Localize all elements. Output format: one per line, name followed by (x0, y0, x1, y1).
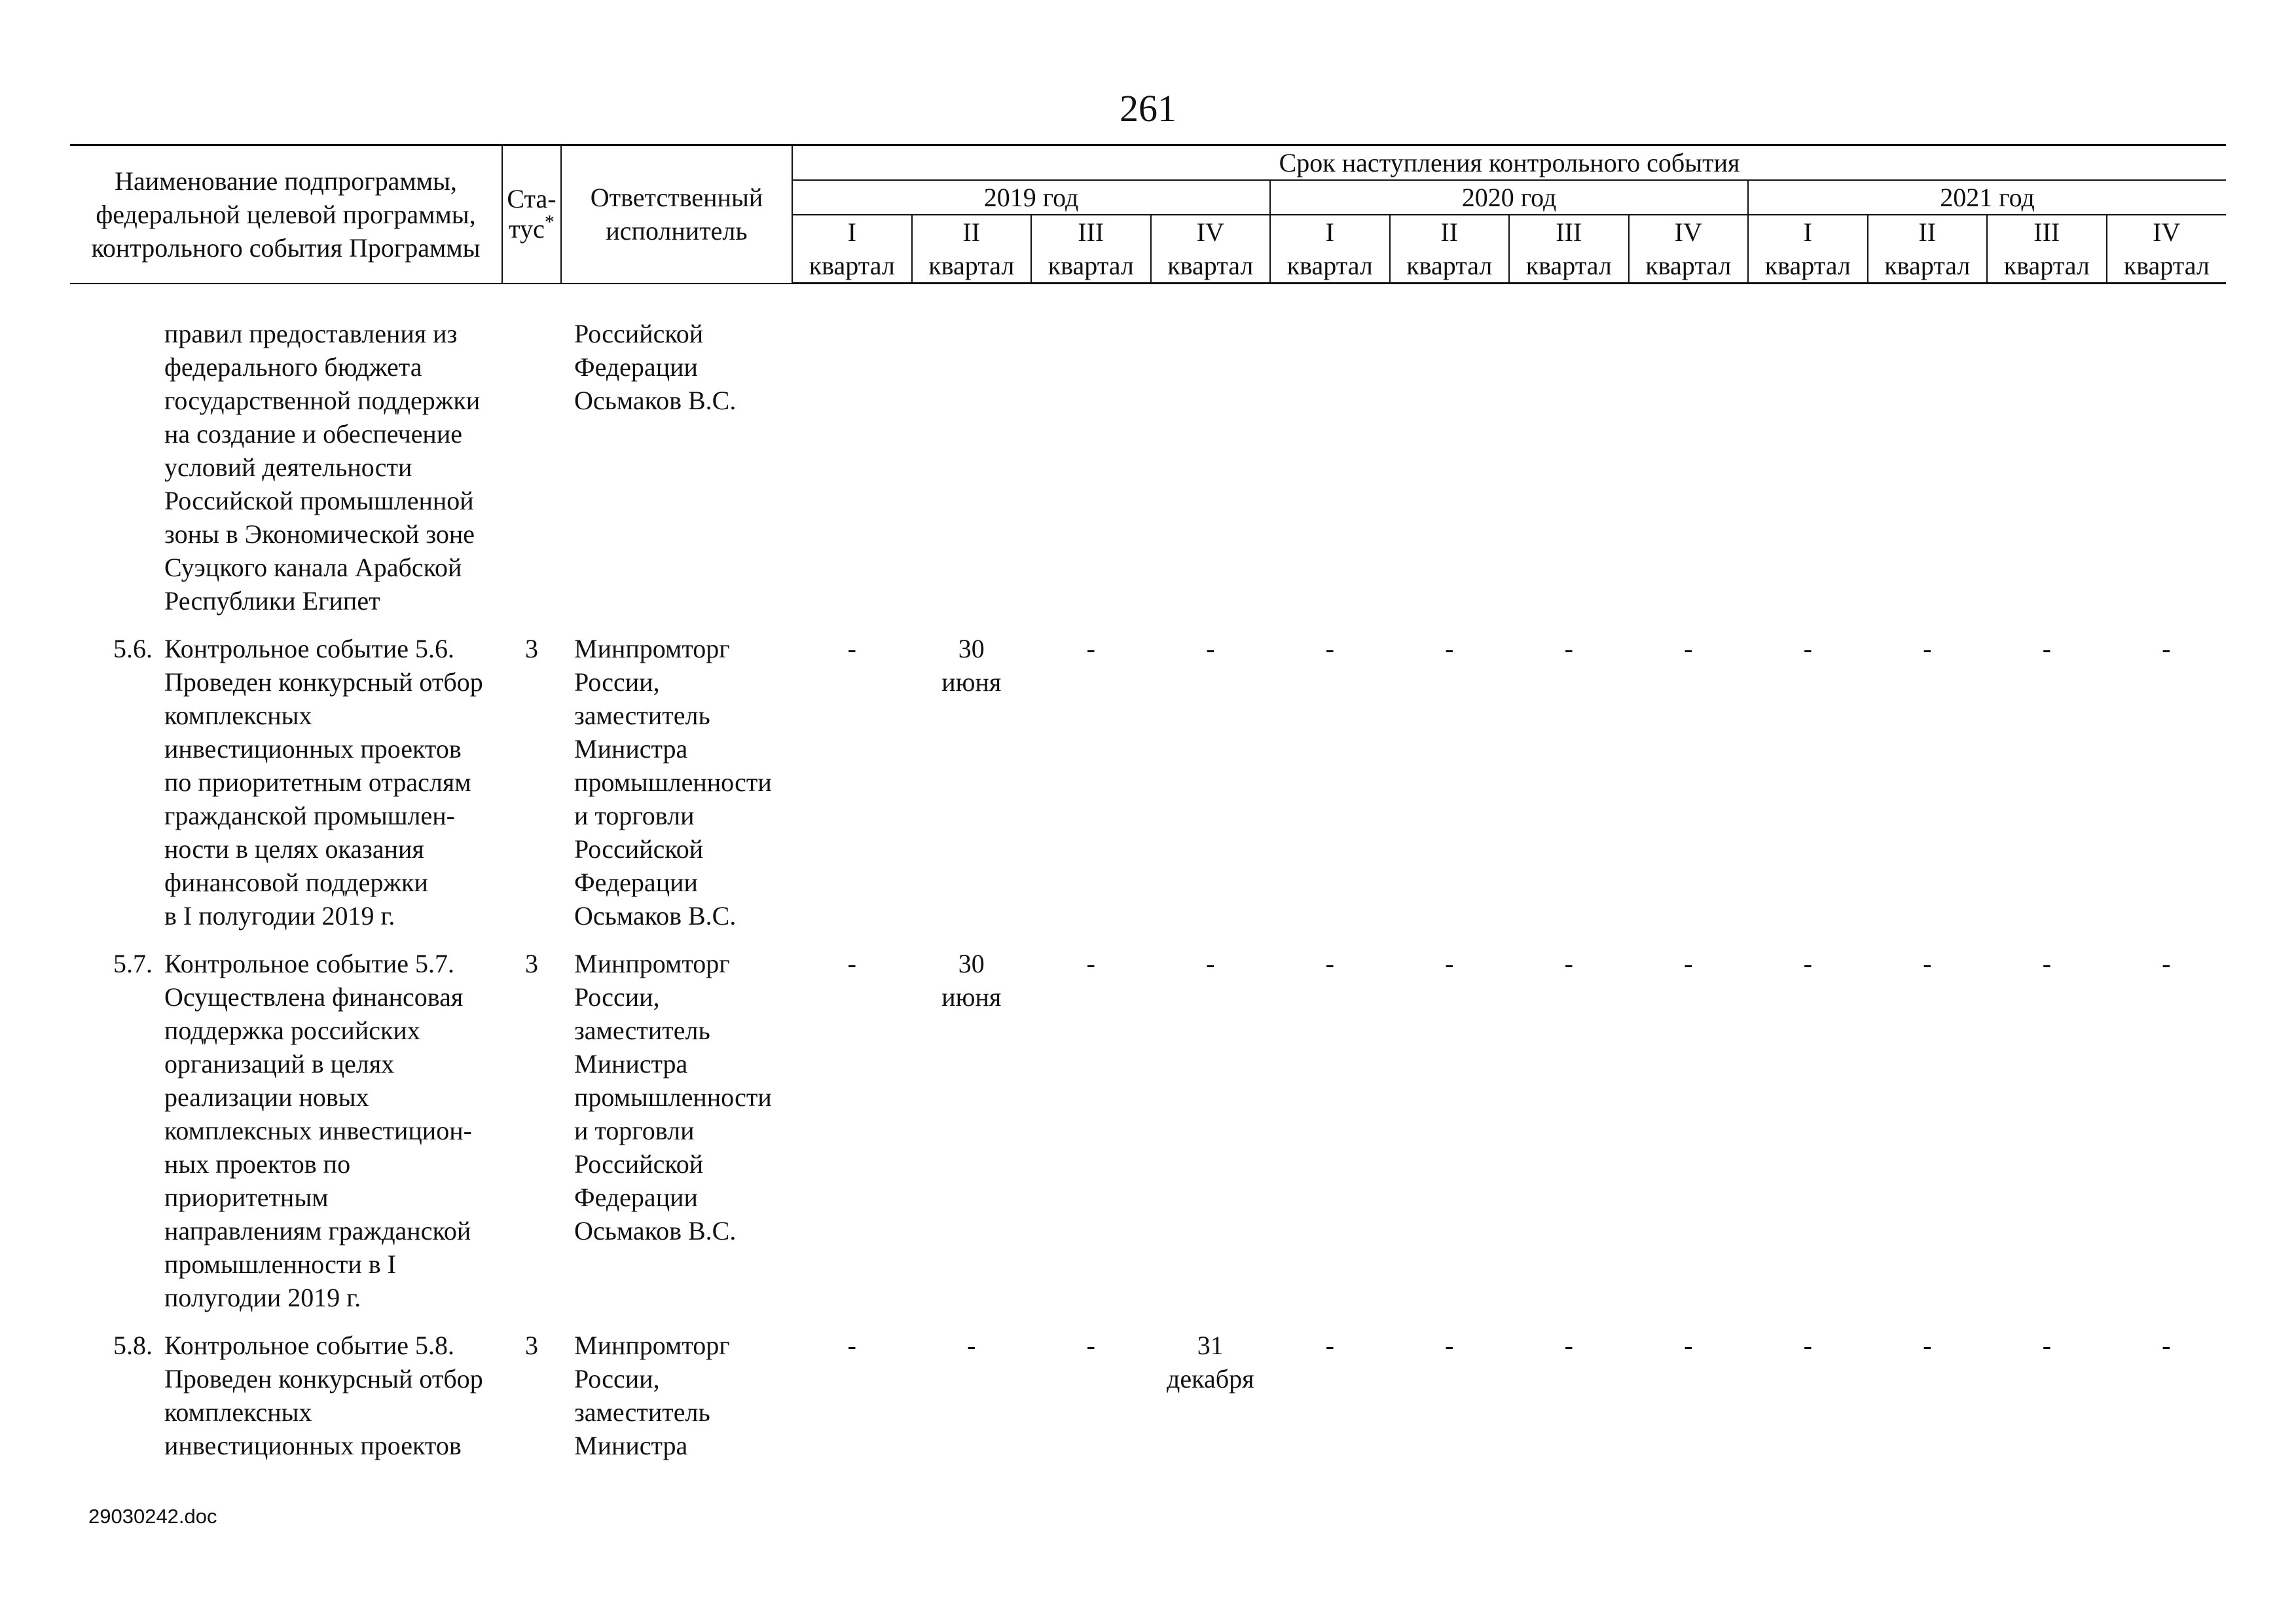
quarter-deadline: - (1325, 949, 1334, 978)
quarter-deadline: - (847, 634, 856, 663)
quarter-deadline (1629, 317, 1749, 618)
event-number: 5.8. (113, 1331, 153, 1360)
event-name-line: комплексных (164, 1397, 312, 1427)
event-status: 3 (525, 949, 538, 978)
event-name-line: поддержка российских (164, 1016, 420, 1045)
header-deadline-group: Срок наступления контрольного события (792, 145, 2226, 181)
event-responsible-line: Российской (574, 1149, 704, 1179)
quarter-deadline: - (2042, 949, 2051, 978)
quarter-deadline (2107, 317, 2227, 618)
header-quarter-number: III (1031, 215, 1151, 249)
event-responsible (561, 947, 792, 1314)
event-responsible-line: Федерации (574, 352, 698, 382)
event-responsible-line: Минпромторг (574, 1331, 730, 1360)
quarter-deadline: 30 июня (941, 634, 1002, 697)
event-number: 5.6. (113, 634, 153, 663)
event-name-line: Контрольное событие 5.8. (164, 1331, 455, 1360)
header-quarter-word: квартал (1390, 249, 1510, 284)
header-quarter-number: II (1390, 215, 1510, 249)
event-name-line: по приоритетным отраслям (164, 767, 471, 797)
quarter-deadline: - (847, 1331, 856, 1360)
event-name-line: полугодии 2019 г. (164, 1283, 361, 1312)
quarter-deadline: - (2162, 949, 2171, 978)
header-year: 2021 год (1748, 180, 2226, 215)
quarter-deadline: - (1803, 1331, 1812, 1360)
quarter-deadline: 31 декабря (1167, 1331, 1254, 1393)
event-name-line: Проведен конкурсный отбор (164, 1364, 483, 1393)
header-quarter-number: I (1270, 215, 1390, 249)
event-name-line: финансовой поддержки (164, 868, 428, 897)
event-name-line: направлениям гражданской (164, 1216, 471, 1246)
event-responsible-line: Федерации (574, 868, 698, 897)
event-name-line: зоны в Экономической зоне (164, 519, 475, 549)
quarter-deadline: - (1086, 1331, 1095, 1360)
event-name-line: Контрольное событие 5.6. (164, 634, 455, 663)
header-quarter-number: II (1868, 215, 1988, 249)
quarter-deadline: - (2042, 634, 2051, 663)
quarter-deadline: - (1445, 634, 1454, 663)
quarter-deadline (1868, 317, 1988, 618)
event-name-line: организаций в целях (164, 1049, 395, 1079)
header-status-column: Ста- тус* (502, 145, 561, 284)
quarter-deadline (1748, 317, 1868, 618)
event-responsible-line: и торговли (574, 801, 695, 830)
quarter-deadline (912, 317, 1032, 618)
quarter-deadline: - (1206, 634, 1215, 663)
quarter-deadline (1151, 317, 1271, 618)
event-responsible-line: России, (574, 667, 660, 697)
quarter-deadline: - (1086, 634, 1095, 663)
header-quarter-word: квартал (792, 249, 912, 284)
quarter-deadline: - (1684, 949, 1693, 978)
quarter-deadline: - (1923, 949, 1932, 978)
event-name-line: инвестиционных проектов (164, 734, 462, 764)
event-name-line: государственной поддержки (164, 386, 481, 415)
event-name-line: правил предоставления из (164, 319, 458, 348)
event-responsible-line: Осьмаков В.С. (574, 386, 737, 415)
event-name-line: условий деятельности (164, 452, 412, 482)
header-quarter-number: IV (1629, 215, 1749, 249)
table-row (70, 947, 2226, 1314)
quarter-deadline: - (967, 1331, 976, 1360)
event-name-line: Контрольное событие 5.7. (164, 949, 455, 978)
quarter-deadline: - (1564, 949, 1573, 978)
page-number: 261 (1120, 87, 1176, 130)
table-row (70, 632, 2226, 932)
event-name-line: гражданской промышлен- (164, 801, 455, 830)
table-header (70, 145, 2226, 284)
quarter-deadline: - (1206, 949, 1215, 978)
event-name-line: ных проектов по (164, 1149, 351, 1179)
event-responsible-line: Российской (574, 834, 704, 864)
event-name-line: Осуществлена финансовая (164, 982, 464, 1012)
header-quarter-word: квартал (1629, 249, 1749, 284)
table-row (70, 1329, 2226, 1462)
quarter-deadline: - (1086, 949, 1095, 978)
event-number (70, 317, 162, 618)
event-name (162, 1329, 483, 1462)
event-name-line: Российской промышленной (164, 486, 474, 515)
header-quarter-number: II (912, 215, 1032, 249)
event-responsible-line: Минпромторг (574, 634, 730, 663)
quarter-deadline (1390, 317, 1510, 618)
header-quarter-number: III (1509, 215, 1629, 249)
event-cell (70, 1329, 502, 1462)
event-name-line: в I полугодии 2019 г. (164, 901, 395, 931)
header-quarter-word: квартал (1031, 249, 1151, 284)
quarter-deadline: - (1325, 1331, 1334, 1360)
quarter-deadline: - (1445, 1331, 1454, 1360)
header-quarter-word: квартал (912, 249, 1032, 284)
footer-filename: 29030242.doc (88, 1505, 217, 1528)
event-status: 3 (525, 1331, 538, 1360)
quarter-deadline: - (2162, 1331, 2171, 1360)
event-name-line: на создание и обеспечение (164, 419, 462, 449)
event-name (162, 632, 483, 932)
event-status (502, 317, 561, 618)
event-name-line: Проведен конкурсный отбор (164, 667, 483, 697)
quarter-deadline: - (2042, 1331, 2051, 1360)
header-quarter-word: квартал (1868, 249, 1988, 284)
control-events-table (70, 144, 2226, 1462)
event-name-line: федерального бюджета (164, 352, 422, 382)
quarter-deadline: - (1684, 634, 1693, 663)
event-responsible-line: Осьмаков В.С. (574, 1216, 737, 1246)
header-quarter-word: квартал (1509, 249, 1629, 284)
event-name (162, 317, 480, 618)
event-responsible-line: заместитель (574, 701, 710, 730)
event-responsible-line: Минпромторг (574, 949, 730, 978)
quarter-deadline (1509, 317, 1629, 618)
header-quarter-number: IV (1151, 215, 1271, 249)
quarter-deadline: - (1564, 1331, 1573, 1360)
event-cell (70, 317, 502, 618)
event-responsible-line: Министра (574, 734, 688, 764)
event-name-line: промышленности в I (164, 1249, 397, 1279)
quarter-deadline: - (847, 949, 856, 978)
event-responsible-line: России, (574, 1364, 660, 1393)
quarter-deadline: - (2162, 634, 2171, 663)
event-responsible (561, 317, 792, 618)
event-name (162, 947, 472, 1314)
event-responsible-line: Министра (574, 1431, 688, 1460)
header-quarter-word: квартал (2107, 249, 2227, 284)
event-name-line: комплексных инвестицион- (164, 1116, 472, 1145)
quarter-deadline (1987, 317, 2107, 618)
header-year: 2019 год (792, 180, 1270, 215)
header-name-column: Наименование подпрограммы, федеральной целевой программы, контрольного события Программы (70, 145, 502, 284)
header-quarter-word: квартал (1151, 249, 1271, 284)
event-status: 3 (525, 634, 538, 663)
header-quarter-number: I (792, 215, 912, 249)
header-quarter-number: III (1987, 215, 2107, 249)
event-responsible-line: России, (574, 982, 660, 1012)
quarter-deadline (1031, 317, 1151, 618)
quarter-deadline: - (1684, 1331, 1693, 1360)
header-quarter-number: IV (2107, 215, 2227, 249)
header-quarter-word: квартал (1748, 249, 1868, 284)
quarter-deadline (1270, 317, 1390, 618)
event-name-line: Суэцкого канала Арабской (164, 553, 462, 582)
event-responsible-line: заместитель (574, 1016, 710, 1045)
header-quarter-word: квартал (1270, 249, 1390, 284)
event-name-line: ности в целях оказания (164, 834, 424, 864)
event-responsible (561, 632, 792, 932)
event-number: 5.7. (113, 949, 153, 978)
event-responsible-line: заместитель (574, 1397, 710, 1427)
table-body (70, 284, 2226, 1463)
table-row (70, 317, 2226, 618)
header-year: 2020 год (1270, 180, 1748, 215)
event-responsible (561, 1329, 792, 1462)
quarter-deadline: - (1923, 634, 1932, 663)
header-quarter-number: I (1748, 215, 1868, 249)
header-quarter-word: квартал (1987, 249, 2107, 284)
event-name-line: реализации новых (164, 1082, 369, 1112)
quarter-deadline: - (1803, 634, 1812, 663)
event-responsible-line: Федерации (574, 1183, 698, 1212)
quarter-deadline: - (1445, 949, 1454, 978)
event-name-line: комплексных (164, 701, 312, 730)
quarter-deadline: - (1564, 634, 1573, 663)
quarter-deadline: - (1803, 949, 1812, 978)
event-responsible-line: Министра (574, 1049, 688, 1079)
event-responsible-line: промышленности (574, 767, 772, 797)
header-responsible-column: Ответственный исполнитель (561, 145, 792, 284)
quarter-deadline: - (1325, 634, 1334, 663)
event-name-line: приоритетным (164, 1183, 329, 1212)
event-responsible-line: и торговли (574, 1116, 695, 1145)
event-responsible-line: Осьмаков В.С. (574, 901, 737, 931)
event-responsible-line: промышленности (574, 1082, 772, 1112)
event-name-line: инвестиционных проектов (164, 1431, 462, 1460)
event-cell (70, 632, 502, 932)
quarter-deadline (792, 317, 912, 618)
event-responsible-line: Российской (574, 319, 704, 348)
quarter-deadline: 30 июня (941, 949, 1002, 1012)
event-cell (70, 947, 502, 1314)
quarter-deadline: - (1923, 1331, 1932, 1360)
event-name-line: Республики Египет (164, 586, 380, 616)
